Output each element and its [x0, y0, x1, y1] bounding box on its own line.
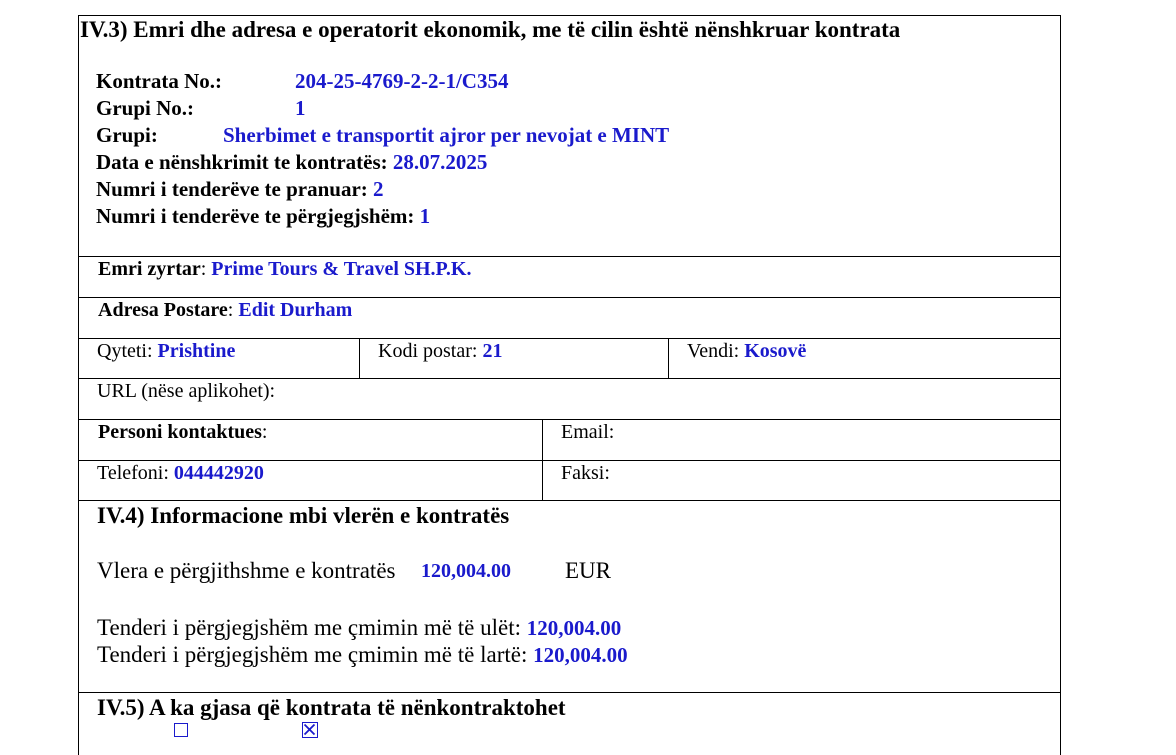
section-iv5-title: IV.5) A ka gjasa që kontrata të nënkontraktohet — [97, 695, 566, 720]
phone-label: Telefoni: — [97, 462, 169, 484]
contact-person-row: Personi kontaktues: — [98, 421, 268, 443]
contract-no-label: Kontrata No.: — [96, 69, 222, 93]
postal-code-label: Kodi postar: — [378, 340, 478, 362]
section-iv3-title: IV.3) Emri dhe adresa e operatorit ekonomik, me të cilin është nënshkruar kontrata — [80, 17, 901, 42]
tenders-responsive-row — [96, 204, 430, 229]
group-value: Sherbimet e transportit ajror per nevojat e MINT — [223, 123, 670, 147]
divider — [79, 419, 1060, 420]
group-label: Grupi: — [96, 123, 158, 147]
divider — [79, 500, 1060, 501]
divider — [79, 378, 1060, 379]
sign-date-value: 28.07.2025 — [392, 150, 488, 174]
country-row — [687, 340, 806, 363]
contact-person-label: Personi kontaktues — [98, 421, 262, 443]
country-label: Vendi: — [687, 340, 740, 362]
lowest-price-label: Tenderi i përgjegjshëm me çmimin më të ulët: — [97, 615, 521, 640]
lowest-price-value: 120,004.00 — [526, 616, 622, 640]
currency: EUR — [565, 558, 611, 583]
official-name-value: Prime Tours & Travel SH.P.K. — [211, 258, 472, 280]
divider — [79, 297, 1060, 298]
country-value: Kosovë — [744, 340, 807, 362]
divider — [79, 692, 1060, 693]
sign-date-label: Data e nënshkrimit te kontratës: — [96, 150, 388, 174]
tenders-received-label: Numri i tenderëve te pranuar: — [96, 177, 368, 201]
tenders-received-value: 2 — [373, 177, 384, 201]
highest-price-label: Tenderi i përgjegjshëm me çmimin më të lartë: — [97, 642, 528, 667]
total-value-label: Vlera e përgjithshme e kontratës — [97, 558, 396, 583]
city-value: Prishtine — [157, 340, 236, 362]
section-iv4-title: IV.4) Informacione mbi vlerën e kontratës — [97, 503, 510, 528]
official-name-row: Emri zyrtar: Prime Tours & Travel SH.P.K. — [98, 258, 472, 280]
highest-price-row — [97, 642, 628, 668]
checkmark-x-icon — [303, 723, 316, 736]
divider — [79, 460, 1060, 461]
highest-price-value: 120,004.00 — [533, 643, 628, 667]
lowest-price-row — [97, 615, 621, 641]
email-label: Email: — [561, 421, 615, 443]
subcontract-yes-checkbox[interactable] — [174, 723, 188, 737]
postal-address-value: Edit Durham — [238, 299, 353, 321]
city-label: Qyteti: — [97, 340, 153, 362]
official-name-label: Emri zyrtar — [98, 258, 201, 280]
divider — [359, 338, 360, 378]
group-no-label: Grupi No.: — [96, 96, 195, 120]
phone-value: 044442920 — [173, 462, 264, 484]
contract-no-value: 204-25-4769-2-2-1/C354 — [295, 69, 509, 93]
postal-address-label: Adresa Postare — [98, 299, 228, 321]
subcontract-no-checkbox[interactable] — [302, 722, 318, 738]
divider — [79, 256, 1060, 257]
phone-row — [97, 462, 264, 485]
tenders-responsive-label: Numri i tenderëve te përgjegjshëm: — [96, 204, 415, 228]
group-no-value: 1 — [295, 96, 306, 120]
url-label: URL (nëse aplikohet): — [97, 380, 276, 402]
tenders-received-row — [96, 177, 384, 202]
postal-code-value: 21 — [482, 340, 503, 362]
postal-code-row — [378, 340, 502, 363]
total-value: 120,004.00 — [421, 560, 511, 582]
sign-date-row — [96, 150, 487, 175]
divider — [79, 338, 1060, 339]
divider — [668, 338, 669, 378]
divider — [542, 419, 543, 500]
tenders-responsive-value: 1 — [419, 204, 431, 228]
fax-label: Faksi: — [561, 462, 610, 484]
city-row — [97, 340, 235, 363]
postal-address-row: Adresa Postare: Edit Durham — [98, 299, 353, 321]
